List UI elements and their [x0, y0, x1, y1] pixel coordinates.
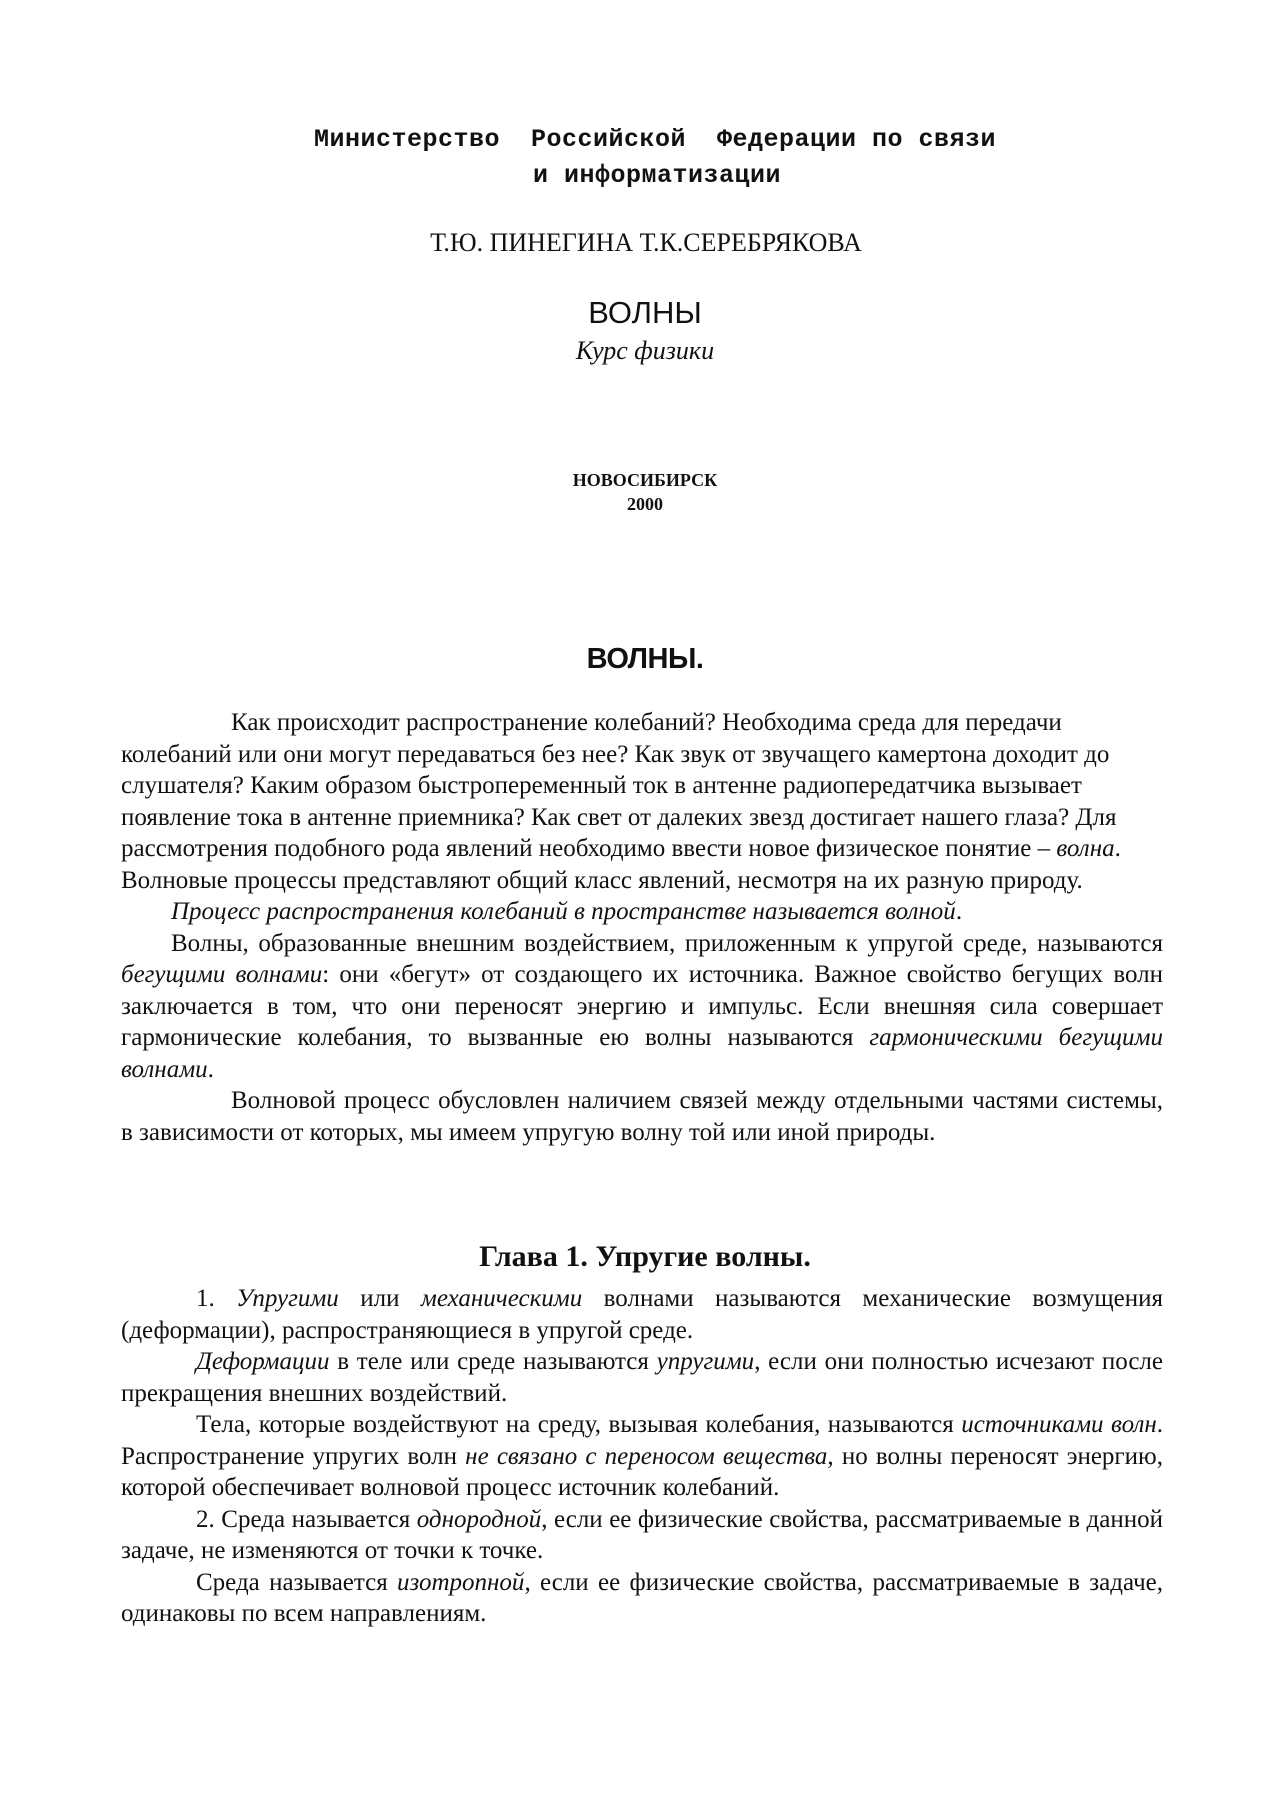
paragraph: Среда называется изотропной, если ее физические свойства, рассматриваемые в задаче, одинаковы по всем направлениям.	[121, 1568, 1163, 1627]
paragraph: Деформации в теле или среде называются упругими, если они полностью исчезают после прекращения внешних воздействий.	[121, 1348, 1164, 1407]
city: НОВОСИБИРСК	[572, 470, 718, 490]
book-subtitle: Курс физики	[575, 336, 715, 365]
year: 2000	[627, 494, 663, 514]
paragraph: Волновой процесс обусловлен наличием связей между отдельными частями системы, в зависимости от которых, мы имеем упругую волну той или иной природы.	[121, 1087, 1163, 1146]
ministry-line-1: Министерство Российской Федерации по связи	[313, 125, 997, 154]
paragraph: Волны, образованные внешним воздействием, приложенным к упругой среде, называются бегущими волнами: они «бегут» от создающего их источника. Важное свойство бегущих волн заключается в том, что они переносят энергию и импульс. Если внешняя сила совершает гармонические колебания, то вызванные ею волны называются гармоническими бегущими волнами.	[121, 929, 1163, 1083]
chapter-1-body	[121, 1283, 1163, 1630]
intro-section	[121, 707, 1163, 1148]
paragraph: 2. Среда называется однородной, если ее физические свойства, рассматриваемые в данной задаче, не изменяются от точки к точке.	[121, 1505, 1163, 1564]
book-title: ВОЛНЫ	[588, 295, 702, 330]
paragraph: 1. Упругими или механическими волнами называются механические возмущения (деформации), распространяющиеся в упругой среде.	[121, 1285, 1164, 1344]
section-heading: ВОЛНЫ.	[586, 643, 704, 675]
definition-paragraph: Процесс распространения колебаний в пространстве называется волной.	[171, 898, 963, 925]
authors: Т.Ю. ПИНЕГИНА Т.К.СЕРЕБРЯКОВА	[430, 228, 862, 257]
paragraph: Как происходит распространение колебаний? Необходима среда для передачи колебаний или они могут передаваться без нее? Как звук от звучащего камертона доходит до слушателя? Каким образом быстропеременный ток в антенне радиопередатчика вызывает появление тока в антенне приемника? Как свет от далеких звезд достигает нашего глаза? Для рассмотрения подобного рода явлений необходимо ввести новое физическое понятие – волна. Волновые процессы представляют общий класс явлений, несмотря на их разную природу.	[121, 709, 1121, 894]
ministry-header	[0, 122, 1280, 194]
ministry-line-2: и информатизации	[532, 161, 782, 190]
chapter-heading: Глава 1. Упругие волны.	[479, 1240, 811, 1273]
paragraph: Тела, которые воздействуют на среду, вызывая колебания, называются источниками волн. Распространение упругих волн не связано с переносом вещества, но волны переносят энергию, которой обеспечивает волновой процесс источник колебаний.	[121, 1411, 1164, 1501]
publication-place	[0, 468, 1280, 516]
